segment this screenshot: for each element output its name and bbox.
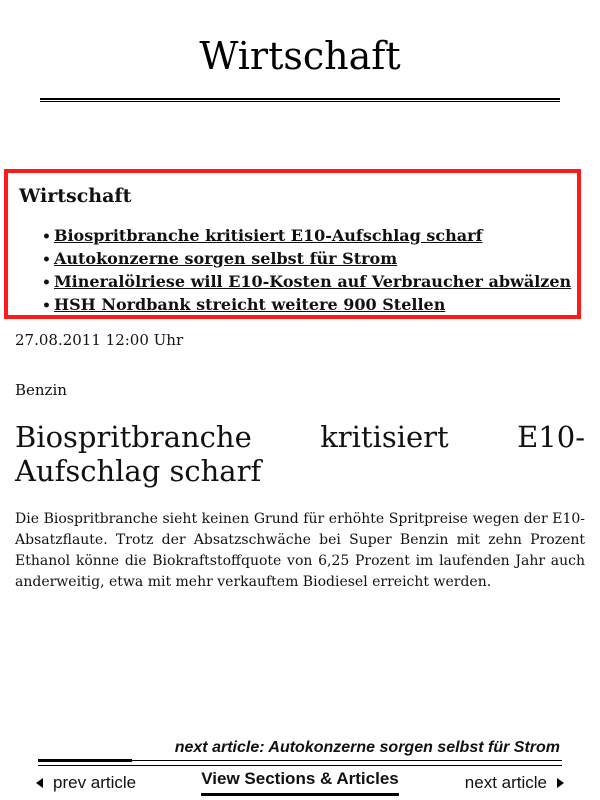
article-headline: Biospritbranche kritisiert E10-Aufschlag scharf	[15, 420, 585, 488]
toc-heading: Wirtschaft	[19, 185, 132, 207]
triangle-right-icon	[557, 778, 564, 788]
section-toc-box	[4, 169, 581, 319]
view-sections-button[interactable]: View Sections & Articles	[201, 768, 398, 796]
toc-item	[42, 225, 571, 248]
bullet-icon: •	[42, 298, 51, 314]
toc-link-hsh-nordbank[interactable]: HSH Nordbank streicht weitere 900 Stellen	[53, 295, 446, 314]
title-divider	[40, 98, 560, 102]
bullet-icon: •	[42, 252, 51, 268]
bullet-icon: •	[42, 275, 51, 291]
article-kicker: Benzin	[15, 381, 67, 399]
toc-item	[42, 248, 571, 271]
toc-link-biospritbranche[interactable]: Biospritbranche kritisiert E10-Aufschlag scharf	[53, 226, 483, 245]
toc-list	[42, 225, 571, 317]
next-article-label: next article	[464, 773, 547, 792]
toc-link-autokonzerne[interactable]: Autokonzerne sorgen selbst für Strom	[53, 249, 398, 268]
prev-article-label: prev article	[53, 773, 137, 792]
article-lead: Die Biospritbranche sieht keinen Grund für erhöhte Spritpreise wegen der E10-Absatzflaute. Trotz der Absatzschwäche bei Super Benzin mit zehn Prozent Ethanol könne die Biokraftstoffquote von 6,25 Prozent im laufenden Jahr auch anderweitig, etwa mit mehr verkauftem Biodiesel erreicht werden.	[15, 511, 585, 590]
toc-link-mineraloelriese[interactable]: Mineralölriese will E10-Kosten auf Verbraucher abwälzen	[53, 272, 572, 291]
toc-item	[42, 271, 571, 294]
page-title: Wirtschaft	[199, 34, 401, 78]
toc-item	[42, 294, 571, 317]
next-article-button[interactable]	[465, 772, 564, 794]
reading-progress-bar	[38, 759, 132, 762]
bullet-icon: •	[42, 229, 51, 245]
article-dateline: 27.08.2011 12:00 Uhr	[15, 331, 184, 349]
next-article-preview[interactable]: next article: Autokonzerne sorgen selbst für Strom	[174, 739, 560, 756]
